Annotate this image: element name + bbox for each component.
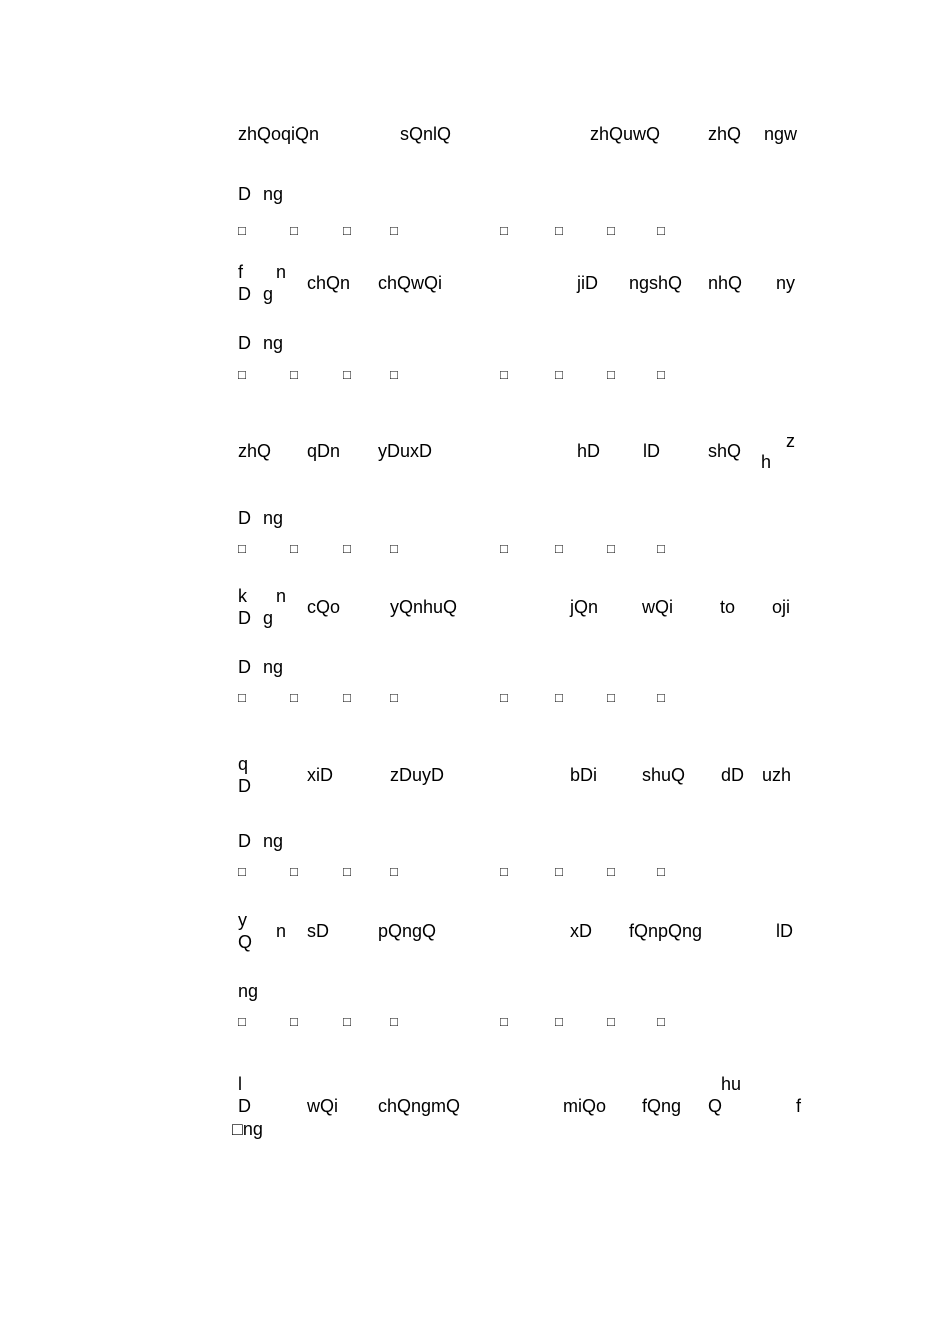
answer-box: □ [343, 1014, 351, 1029]
pinyin-syllable: lD [776, 921, 793, 941]
pinyin-syllable: g [263, 284, 274, 304]
answer-box: □ [607, 541, 615, 556]
answer-box: □ [343, 223, 351, 238]
answer-box: □ [290, 367, 298, 382]
pinyin-syllable: D [238, 508, 251, 528]
pinyin-syllable: chQwQi [378, 273, 443, 293]
pinyin-syllable: Q [708, 1096, 723, 1116]
answer-box: □ [343, 541, 351, 556]
pinyin-syllable: y [238, 910, 247, 930]
pinyin-syllable: Q [238, 932, 253, 952]
answer-box: □ [500, 541, 508, 556]
pinyin-syllable: jQn [570, 597, 599, 617]
answer-box: □ [290, 864, 298, 879]
pinyin-syllable: g [263, 608, 274, 628]
pinyin-syllable: hu [721, 1074, 742, 1094]
answer-box: □ [500, 864, 508, 879]
pinyin-syllable: to [720, 597, 736, 617]
answer-box: □ [290, 690, 298, 705]
pinyin-syllable: ng [238, 981, 259, 1001]
answer-box: □ [290, 541, 298, 556]
pinyin-syllable: f [238, 262, 244, 282]
pinyin-syllable: q [238, 754, 249, 774]
pinyin-syllable: yDuxD [378, 441, 433, 461]
pinyin-syllable: miQo [563, 1096, 607, 1116]
pinyin-syllable: nhQ [708, 273, 743, 293]
answer-box: □ [555, 223, 563, 238]
pinyin-syllable: chQn [307, 273, 351, 293]
answer-box: □ [500, 223, 508, 238]
pinyin-syllable: n [276, 921, 287, 941]
pinyin-syllable: shQ [708, 441, 742, 461]
answer-box: □ [555, 690, 563, 705]
pinyin-syllable: ngshQ [629, 273, 683, 293]
answer-box: □ [238, 541, 246, 556]
pinyin-syllable: bDi [570, 765, 598, 785]
pinyin-syllable: wQi [307, 1096, 338, 1116]
answer-box: □ [555, 1014, 563, 1029]
answer-box: □ [290, 223, 298, 238]
answer-box: □ [607, 864, 615, 879]
pinyin-syllable: z [786, 431, 795, 451]
pinyin-syllable: jiD [577, 273, 598, 293]
pinyin-syllable: fQng [642, 1096, 682, 1116]
answer-box: □ [500, 367, 508, 382]
answer-box: □ [555, 541, 563, 556]
pinyin-syllable: D [238, 184, 251, 204]
pinyin-syllable: □ng [232, 1119, 263, 1139]
pinyin-syllable: zhQ [238, 441, 272, 461]
pinyin-syllable: xD [570, 921, 592, 941]
answer-box: □ [657, 223, 665, 238]
pinyin-syllable: f [796, 1096, 802, 1116]
pinyin-syllable: pQngQ [378, 921, 437, 941]
pinyin-syllable: k [238, 586, 247, 606]
pinyin-syllable: h [761, 452, 772, 472]
pinyin-syllable: zhQoqiQn [238, 124, 320, 144]
pinyin-syllable: zhQ [708, 124, 742, 144]
answer-box: □ [607, 690, 615, 705]
pinyin-syllable: cQo [307, 597, 341, 617]
pinyin-syllable: D [238, 284, 251, 304]
pinyin-syllable: ng [263, 333, 284, 353]
answer-box: □ [657, 541, 665, 556]
answer-box: □ [390, 541, 398, 556]
pinyin-syllable: D [238, 776, 251, 796]
pinyin-syllable: zhQuwQ [590, 124, 661, 144]
pinyin-syllable: ny [776, 273, 796, 293]
answer-box: □ [390, 223, 398, 238]
answer-box: □ [555, 367, 563, 382]
answer-box: □ [607, 223, 615, 238]
pinyin-syllable: dD [721, 765, 745, 785]
answer-box: □ [607, 1014, 615, 1029]
pinyin-syllable: ng [263, 184, 284, 204]
pinyin-syllable: uzh [762, 765, 792, 785]
answer-box: □ [657, 864, 665, 879]
pinyin-syllable: l [238, 1074, 242, 1094]
answer-box: □ [238, 1014, 246, 1029]
pinyin-syllable: ng [263, 831, 284, 851]
pinyin-syllable: n [276, 586, 287, 606]
pinyin-syllable: xiD [307, 765, 333, 785]
answer-box: □ [238, 223, 246, 238]
answer-box: □ [290, 1014, 298, 1029]
pinyin-syllable: D [238, 333, 251, 353]
pinyin-syllable: fQnpQng [629, 921, 703, 941]
pinyin-syllable: D [238, 831, 251, 851]
pinyin-syllable: ngw [764, 124, 798, 144]
pinyin-syllable: D [238, 657, 251, 677]
pinyin-syllable: hD [577, 441, 601, 461]
pinyin-syllable: chQngmQ [378, 1096, 461, 1116]
pinyin-syllable: ng [263, 657, 284, 677]
answer-box: □ [343, 367, 351, 382]
answer-box: □ [238, 864, 246, 879]
pinyin-syllable: shuQ [642, 765, 686, 785]
answer-box: □ [657, 690, 665, 705]
answer-box: □ [657, 367, 665, 382]
answer-box: □ [390, 690, 398, 705]
pinyin-syllable: sD [307, 921, 329, 941]
answer-box: □ [657, 1014, 665, 1029]
pinyin-syllable: oji [772, 597, 791, 617]
pinyin-syllable: ng [263, 508, 284, 528]
pinyin-syllable: sQnlQ [400, 124, 452, 144]
answer-box: □ [607, 367, 615, 382]
pinyin-syllable: yQnhuQ [390, 597, 458, 617]
answer-box: □ [390, 367, 398, 382]
answer-box: □ [500, 690, 508, 705]
pinyin-syllable: zDuyD [390, 765, 445, 785]
pinyin-syllable: wQi [642, 597, 673, 617]
answer-box: □ [555, 864, 563, 879]
pinyin-syllable: D [238, 608, 251, 628]
answer-box: □ [343, 864, 351, 879]
answer-box: □ [500, 1014, 508, 1029]
pinyin-syllable: lD [643, 441, 660, 461]
answer-box: □ [238, 690, 246, 705]
pinyin-syllable: n [276, 262, 287, 282]
answer-box: □ [390, 1014, 398, 1029]
answer-box: □ [390, 864, 398, 879]
answer-box: □ [343, 690, 351, 705]
pinyin-syllable: D [238, 1096, 251, 1116]
pinyin-syllable: qDn [307, 441, 341, 461]
answer-box: □ [238, 367, 246, 382]
